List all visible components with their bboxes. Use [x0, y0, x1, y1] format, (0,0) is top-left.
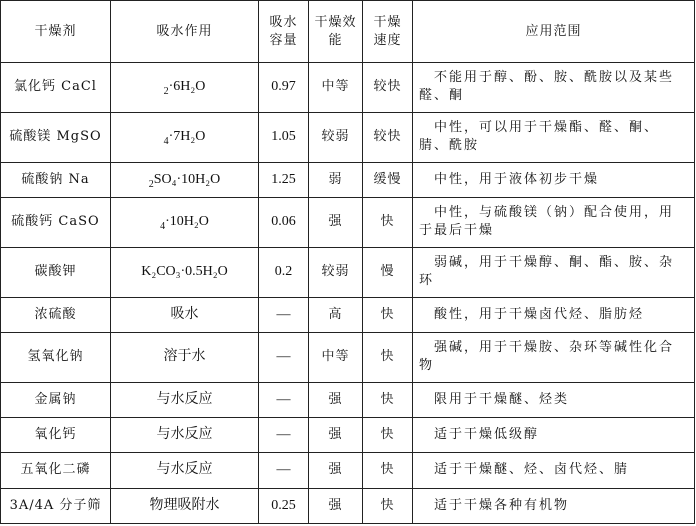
cell-absorption-mode	[111, 63, 259, 113]
cell-efficiency: 中等	[309, 332, 363, 382]
cell-application: 适于干燥各种有机物	[413, 488, 695, 523]
cell-capacity: 0.97	[259, 63, 309, 113]
cell-desiccant-name: 五氧化二磷	[1, 453, 111, 488]
cell-application: 适于干燥低级醇	[413, 418, 695, 453]
cell-efficiency: 弱	[309, 162, 363, 197]
table-body	[1, 63, 695, 524]
header-speed: 干燥速度	[363, 1, 413, 63]
header-desiccant: 干燥剂	[1, 1, 111, 63]
absorption-mode-text: K₂CO₃·0.5H₂O	[141, 264, 228, 280]
cell-capacity: —	[259, 453, 309, 488]
cell-application: 不能用于醇、酚、胺、酰胺以及某些醛、酮	[413, 63, 695, 113]
cell-absorption-mode	[111, 162, 259, 197]
cell-desiccant-name: 硫酸钠 Na	[1, 162, 111, 197]
absorption-mode-text: SO₄·10H₂O	[153, 171, 221, 187]
cell-application: 中性，可以用于干燥酯、醛、酮、腈、酰胺	[413, 112, 695, 162]
cell-absorption-mode	[111, 488, 259, 523]
absorption-mode-text: 吸水	[170, 306, 199, 322]
cell-absorption-mode	[111, 332, 259, 382]
header-absorption-mode: 吸水作用	[111, 1, 259, 63]
cell-speed: 快	[363, 332, 413, 382]
cell-efficiency: 高	[309, 297, 363, 332]
cell-desiccant-name: 氯化钙 CaCl	[1, 63, 111, 113]
table-row	[1, 63, 695, 113]
absorption-mode-text: 与水反应	[156, 427, 213, 443]
cell-desiccant-name: 氧化钙	[1, 418, 111, 453]
cell-desiccant-name: 浓硫酸	[1, 297, 111, 332]
table-row	[1, 382, 695, 417]
table-row	[1, 453, 695, 488]
header-row	[1, 1, 695, 63]
absorption-mode-text: 物理吸附水	[149, 497, 220, 513]
formula-subscript: 4	[160, 221, 166, 233]
table-row	[1, 247, 695, 297]
absorption-mode-text: 与水反应	[156, 462, 213, 478]
formula-subscript: 4	[163, 136, 169, 148]
cell-desiccant-name: 硫酸镁 MgSO	[1, 112, 111, 162]
cell-speed: 快	[363, 418, 413, 453]
cell-capacity: —	[259, 332, 309, 382]
table-row	[1, 197, 695, 247]
table-row	[1, 488, 695, 523]
cell-absorption-mode	[111, 197, 259, 247]
cell-efficiency: 强	[309, 488, 363, 523]
absorption-mode-text: ·7H₂O	[168, 129, 206, 145]
cell-efficiency: 强	[309, 382, 363, 417]
cell-capacity: —	[259, 297, 309, 332]
cell-desiccant-name: 碳酸钾	[1, 247, 111, 297]
cell-efficiency: 强	[309, 453, 363, 488]
cell-speed: 快	[363, 453, 413, 488]
cell-desiccant-name: 3A/4A 分子筛	[1, 488, 111, 523]
cell-capacity: —	[259, 418, 309, 453]
cell-efficiency: 较弱	[309, 112, 363, 162]
cell-absorption-mode	[111, 418, 259, 453]
cell-application: 酸性，用于干燥卤代烃、脂肪烃	[413, 297, 695, 332]
cell-absorption-mode	[111, 453, 259, 488]
cell-speed: 快	[363, 197, 413, 247]
cell-capacity: 1.05	[259, 112, 309, 162]
cell-application: 中性，用于液体初步干燥	[413, 162, 695, 197]
absorption-mode-text: ·6H₂O	[168, 79, 206, 95]
absorption-mode-text: 溶于水	[163, 349, 206, 365]
cell-capacity: —	[259, 382, 309, 417]
header-capacity: 吸水容量	[259, 1, 309, 63]
cell-application: 限用于干燥醚、烃类	[413, 382, 695, 417]
cell-absorption-mode	[111, 382, 259, 417]
formula-subscript: 2	[148, 178, 154, 190]
header-efficiency: 干燥效能	[309, 1, 363, 63]
absorption-mode-text: 与水反应	[156, 391, 213, 407]
formula-subscript: 2	[163, 86, 169, 98]
cell-capacity: 1.25	[259, 162, 309, 197]
table-row	[1, 297, 695, 332]
absorption-mode-text: ·10H₂O	[165, 214, 209, 230]
cell-capacity: 0.2	[259, 247, 309, 297]
header-application: 应用范围	[413, 1, 695, 63]
cell-speed: 快	[363, 488, 413, 523]
cell-desiccant-name: 金属钠	[1, 382, 111, 417]
cell-speed: 慢	[363, 247, 413, 297]
cell-absorption-mode	[111, 247, 259, 297]
table-row	[1, 162, 695, 197]
cell-capacity: 0.06	[259, 197, 309, 247]
table-row	[1, 112, 695, 162]
cell-speed: 较快	[363, 112, 413, 162]
cell-absorption-mode	[111, 297, 259, 332]
cell-efficiency: 较弱	[309, 247, 363, 297]
cell-efficiency: 中等	[309, 63, 363, 113]
cell-desiccant-name: 硫酸钙 CaSO	[1, 197, 111, 247]
cell-desiccant-name: 氢氧化钠	[1, 332, 111, 382]
table-row	[1, 332, 695, 382]
cell-application: 强碱，用于干燥胺、杂环等碱性化合物	[413, 332, 695, 382]
cell-speed: 较快	[363, 63, 413, 113]
cell-efficiency: 强	[309, 418, 363, 453]
cell-absorption-mode	[111, 112, 259, 162]
cell-application: 适于干燥醚、烃、卤代烃、腈	[413, 453, 695, 488]
cell-efficiency: 强	[309, 197, 363, 247]
table-row	[1, 418, 695, 453]
cell-application: 中性，与硫酸镁（钠）配合使用，用于最后干燥	[413, 197, 695, 247]
cell-speed: 缓慢	[363, 162, 413, 197]
cell-speed: 快	[363, 382, 413, 417]
cell-capacity: 0.25	[259, 488, 309, 523]
cell-application: 弱碱，用于干燥醇、酮、酯、胺、杂环	[413, 247, 695, 297]
cell-speed: 快	[363, 297, 413, 332]
